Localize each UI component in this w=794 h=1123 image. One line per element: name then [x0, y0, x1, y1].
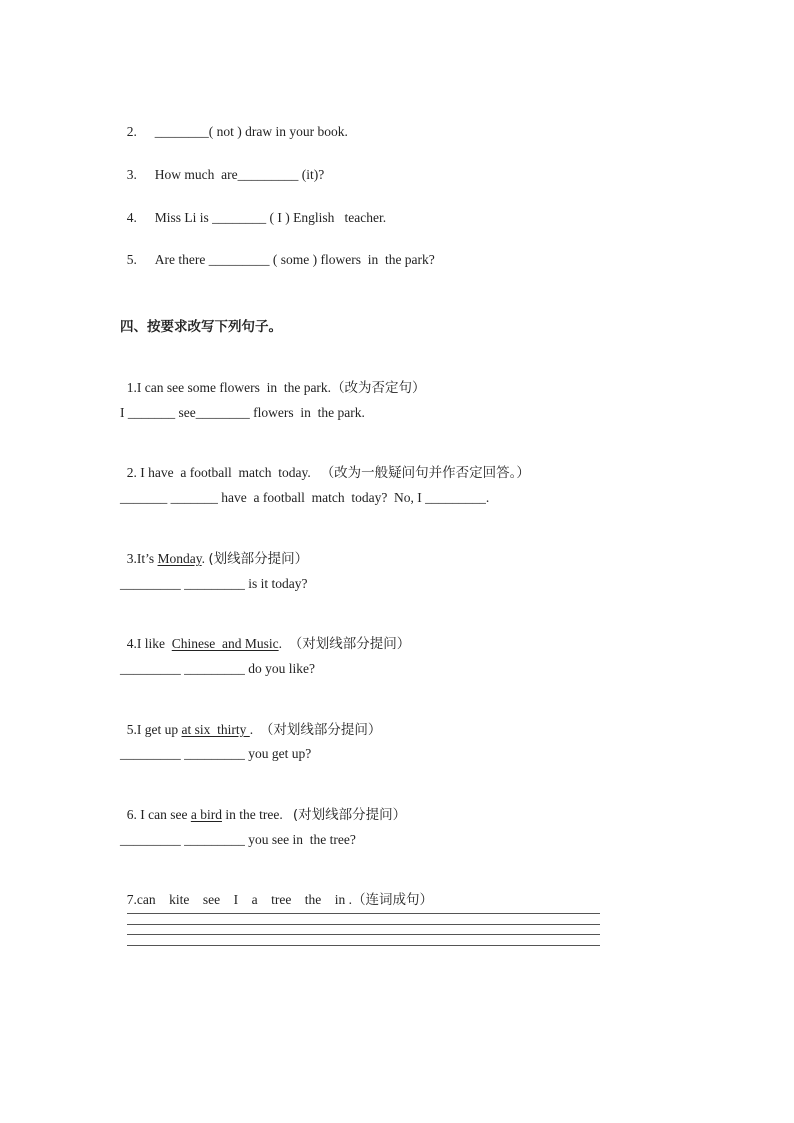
instruction-note: （改为否定句） [331, 380, 426, 396]
section-heading: 四、按要求改写下列句子。 [120, 319, 282, 335]
item-number: 4. [126, 210, 137, 225]
question-1 [120, 361, 426, 397]
instruction-note: (划线部分提问） [208, 551, 309, 567]
writing-line [127, 913, 600, 914]
question-4 [120, 617, 410, 653]
question-text-end: . [278, 636, 289, 651]
underlined-phrase: a bird [190, 807, 222, 822]
answer-line-4: _________ _________ do you like? [120, 661, 315, 676]
item-text: Miss Li is ________ ( I ) English teacher. [154, 210, 387, 225]
question-text-end: . [201, 551, 209, 566]
answer-line-5: _________ _________ you get up? [120, 746, 312, 761]
question-text: 2. I have a football match today. [126, 465, 311, 480]
instruction-note: （连词成句） [352, 892, 434, 908]
question-text: 6. I can see [126, 807, 191, 822]
question-6 [120, 788, 406, 824]
item-number: 5. [126, 252, 137, 267]
item-number: 3. [126, 167, 137, 182]
question-text-end: in the tree. [221, 807, 293, 822]
underlined-phrase: at six thirty [181, 722, 250, 737]
instruction-note: (对划线部分提问） [292, 807, 407, 823]
item-2 [120, 105, 348, 141]
item-4 [120, 191, 386, 227]
question-text: 3.It’s [126, 551, 158, 566]
instruction-note: （对划线部分提问） [288, 636, 411, 652]
question-text: 1.I can see some flowers in the park. [126, 380, 332, 395]
item-text: ________( not ) draw in your book. [154, 124, 348, 139]
item-text: How much are_________ (it)? [154, 167, 325, 182]
writing-line [127, 945, 600, 946]
question-text: 5.I get up [126, 722, 182, 737]
question-text: 4.I like [126, 636, 172, 651]
question-text-end: . [249, 722, 260, 737]
answer-line-2: _______ _______ have a football match today? No, I _________. [120, 490, 490, 505]
question-5 [120, 703, 381, 739]
item-5 [120, 233, 435, 269]
answer-line-3: _________ _________ is it today? [120, 576, 308, 591]
item-3 [120, 148, 324, 184]
writing-line [127, 934, 600, 935]
item-number: 2. [126, 124, 137, 139]
answer-line-6: _________ _________ you see in the tree? [120, 832, 356, 847]
question-7 [120, 873, 433, 909]
writing-line [127, 924, 600, 925]
item-text: Are there _________ ( some ) flowers in the park? [154, 252, 435, 267]
question-text: 7.can kite see I a tree the in . [126, 892, 353, 907]
question-2 [120, 446, 530, 482]
instruction-note: （改为一般疑问句并作否定回答。） [320, 465, 530, 481]
underlined-phrase: Monday [157, 551, 202, 566]
answer-line-1: I _______ see________ flowers in the park. [120, 405, 365, 420]
question-3 [120, 532, 308, 568]
instruction-note: （对划线部分提问） [259, 722, 382, 738]
underlined-phrase: Chinese and Music [171, 636, 279, 651]
